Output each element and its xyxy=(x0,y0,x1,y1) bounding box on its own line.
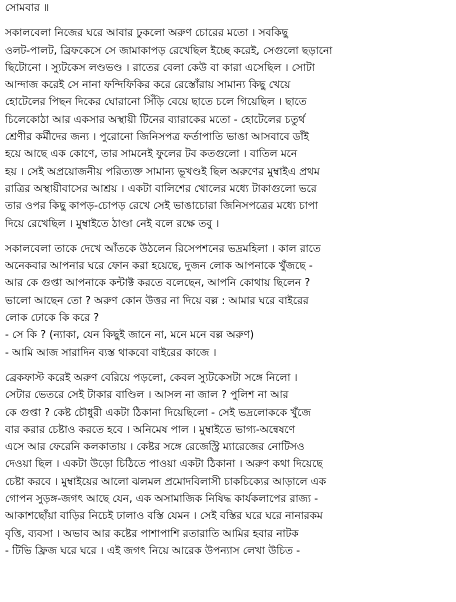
text-line: ওলট-পালট, ব্রিফকেসে সে জামাকাপড় রেখেছিল ইচ্ছে করেই, সেগুলো ছড়ানো xyxy=(5,44,333,57)
text-line: সকালবেলা তাকে দেখে আঁতকে উঠলেন রিসেপশনের ভদ্রমহিলা । কাল রাতে xyxy=(5,242,321,255)
text-line: গোপন সুড়ঙ্গ-জগৎ আছে যেন, এক অসামাজিক নিষিদ্ধ কার্যকলাপের রাজ্য - xyxy=(5,493,319,506)
text-line: ব্রেকফাস্ট করেই অরুণ বেরিয়ে পড়লো, কেবল স্যুটকেসটা সঙ্গে নিলো । xyxy=(5,371,298,384)
text-line: লোক ঢোকে কি করে ? xyxy=(5,312,99,325)
text-line: রাত্রির অস্থায়ীবাসের আশ্রয় । একটা বালিশের খোলের মধ্যে টাকাগুলো ভরে xyxy=(5,182,317,195)
dialogue-line: - আমি আজ সারাদিন ব্যস্ত থাকবো বাইরের কাজে । xyxy=(5,346,217,359)
paragraph-1 xyxy=(5,25,450,233)
text-line: দেওয়া ছিল । একটা উড়ো চিঠিতে পাওয়া একটা ঠিকানা । অরুণ কথা দিয়েছে xyxy=(5,458,323,471)
text-line: দিয়ে রেখেছিল । মুম্বাইতে ঠাণ্ডা নেই বলে রক্ষে তবু । xyxy=(5,217,220,230)
dialogue-line: - সে কি ? (ন্যাকা, যেন কিছুই জানে না, মনে মনে বল্ল অরুণ) xyxy=(5,329,255,342)
day-heading: সোমবার ॥ xyxy=(5,2,50,14)
text-line: ছিটোনো । স্যুটকেস লণ্ডভণ্ড । রাতের বেলা কেউ বা কারা এসেছিল । সোটা xyxy=(5,61,315,74)
text-line: শ্রেণীর কর্মীদের জন্য । পুরোনো জিনিসপত্র ফর্তাপাতি ভাঙা আসবাবে ডাঁই xyxy=(5,131,309,144)
text-line: কে গুপ্তা ? কেষ্ট চৌধুরী একটা ঠিকানা দিয়েছিলো - সেই ভদ্রলোককে খুঁজে xyxy=(5,406,311,419)
text-line: সকালবেলা নিজের ঘরে আবার ঢুকলো অরুণ চোরের মতো । সবকিছু xyxy=(5,27,289,40)
text-line: তার ওপর কিছু কাপড়-চোপড় রেখে সেই ভাঙাচোরা জিনিসপত্রের মধ্যে চাপা xyxy=(5,200,318,213)
text-line: চিলেকোঠা আর একসার অস্থায়ী টিনের ব্যারাকের মতো - হোটেলের চতুর্থ xyxy=(5,113,306,126)
paragraph-3 xyxy=(5,370,450,560)
text-line: ভালো আছেন তো ? অরুণ কোন উত্তর না দিয়ে বল্ল : আমার ঘরে বাইরের xyxy=(5,294,309,307)
text-line: বার করার চেষ্টাও করতে হবে । অনিমেষ পাল । মুম্বাইতে ভাগ্য-অন্বেষণে xyxy=(5,423,295,436)
text-line: চেষ্টা করবে । মুম্বাইয়ের আলো ঝলমল প্রমোদবিলাসী চাকচিক্যের আড়ালে এক xyxy=(5,475,327,488)
text-line: - টিভি ফ্রিজ ঘরে ঘরে । এই জগৎ নিয়ে আরেক উপন্যাস লেখা উচিত - xyxy=(5,544,301,557)
text-line: এসে আর ফেরেনি কলকাতায় । কেষ্টর সঙ্গে রেজেস্ট্রি ম্যারেজের নোটিসও xyxy=(5,441,305,454)
text-line: হয়ে আছে এক কোণে, তার সামনেই ফুলের টব কতগুলো । বাতিল মনে xyxy=(5,148,298,161)
text-line: হোটেলের পিছন দিকের ঘোরানো সিঁড়ি বেয়ে ছাতে চলে গিয়েছিল । ছাতে xyxy=(5,96,307,109)
paragraph-2 xyxy=(5,241,450,362)
text-line: হয় । সেই অপ্রয়োজনীয় পরিত্যক্ত সামান্য ভূখণ্ডই ছিল অরুণের মুম্বাইএ প্রথম xyxy=(5,165,320,178)
text-line: বৃত্তি, ব্যবসা । অভাব আর কষ্টের পাশাপাশি রতারাতি আমির হবার নাটক xyxy=(5,527,299,540)
text-line: আর কে গুপ্তা আপনাকে কন্টাক্ট করতে বলেছেন, আপনি কোথায় ছিলেন ? xyxy=(5,277,311,290)
text-line: আন্দাজ করেই সে নানা ফন্দিফিকির করে রেস্তোঁরায় সামান্য কিছু খেয়ে xyxy=(5,79,291,92)
text-line: অনেকবার আপনার ঘরে ফোন করা হয়েছে, দুজন লোক আপনাকে খুঁজছে - xyxy=(5,260,313,273)
text-line: আকাশছোঁয়া বাড়ির নিচেই ঢালাও বস্তি যেমন । সেই বস্তির ঘরে ঘরে নানারকম xyxy=(5,510,323,523)
text-line: সেটার ভেতরে সেই টাকার বাণ্ডিল । আসল না জাল ? পুলিশ না আর xyxy=(5,389,289,402)
